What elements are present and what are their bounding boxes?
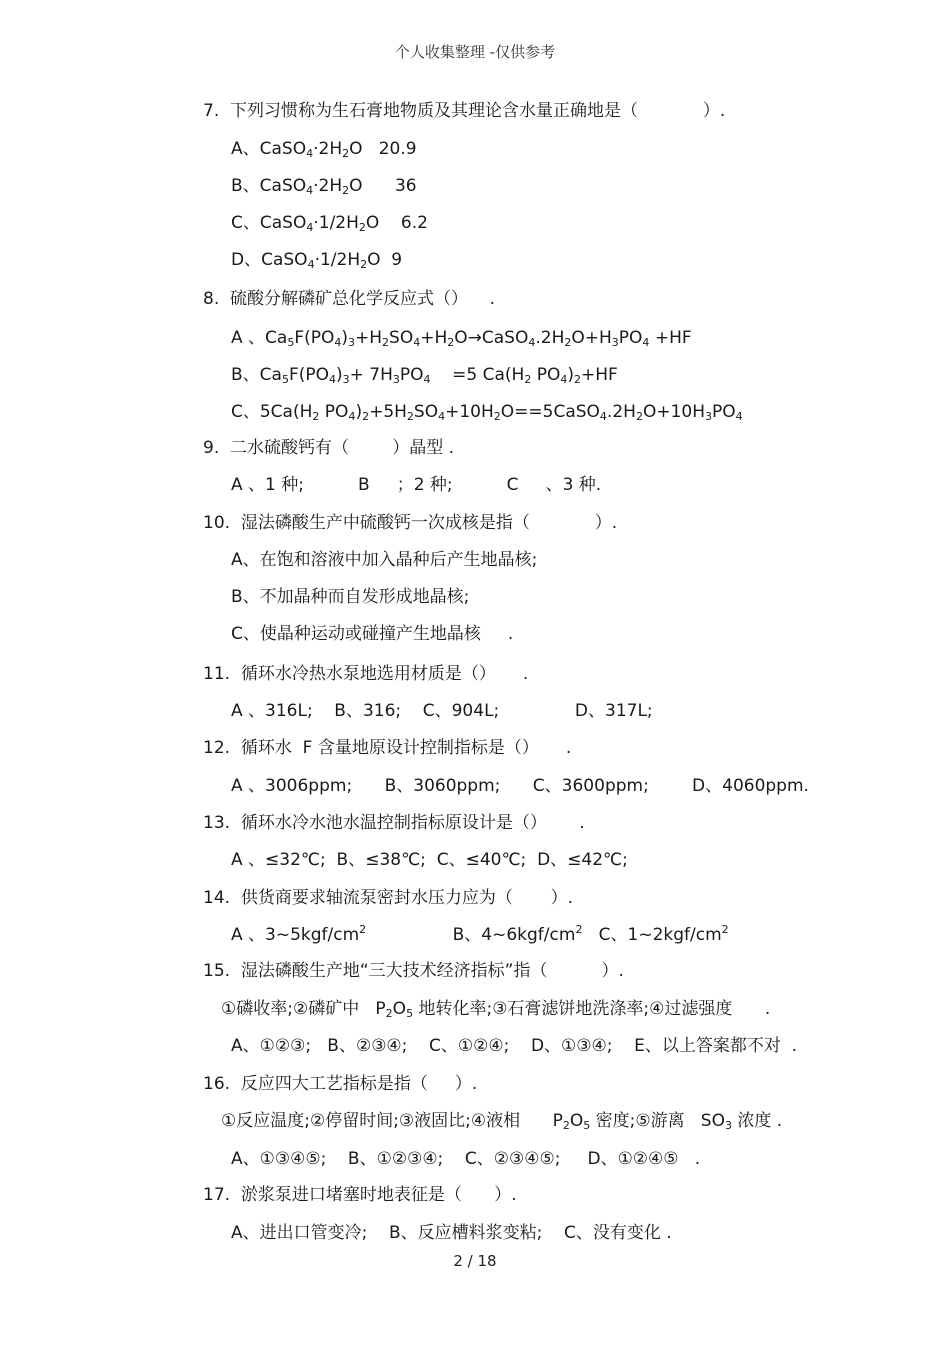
option-text: A 、$3\sim 5kgf/cm^2$ B、$4\sim 6kgf/cm^2$ C、$1\sim 2kgf/cm^2$ xyxy=(231,923,729,945)
option-text: A、$CaSO_4\cdot 2H_2O$ 20.9 xyxy=(231,139,417,160)
option-text: B、$Ca_5F(PO_4)_3+ 7H_3PO_4$ =5 $Ca(H_2$ $PO_4)_2+HF$ xyxy=(231,365,618,386)
option-text: ①反应温度;②停留时间;③液固比;④液相 $P_2O_5$ 密度;⑤游离 $SO_3$ 浓度 . xyxy=(221,1111,783,1132)
question-text: 9. 二水硫酸钙有（ ）晶型 . xyxy=(203,438,455,458)
question-text: 8. 硫酸分解磷矿总化学反应式（） . xyxy=(203,289,496,309)
option-text: C、$5Ca(H_2$ $PO_4)_2+5H_2SO_4+10H_2O==5CaSO_4.2H_2O+10H_3PO_4$ xyxy=(231,402,743,423)
option-text: D、$CaSO_4\cdot 1/2H_2O$ 9 xyxy=(231,250,403,271)
page-number: 2 / 18 xyxy=(453,1252,497,1270)
question-text: 13. 循环水冷水池水温控制指标原设计是（） . xyxy=(203,813,585,833)
option-text: C、$CaSO_4\cdot 1/2H_2O$ 6.2 xyxy=(231,213,428,234)
option-text: ①磷收率;②磷矿中 $P_2O_5$ 地转化率;③石膏滤饼地洗涤率;④过滤强度 . xyxy=(221,999,771,1020)
question-text: 14. 供货商要求轴流泵密封水压力应为（ ）. xyxy=(203,888,574,908)
question-text: 11. 循环水冷热水泵地选用材质是（） . xyxy=(203,664,529,684)
option-text: A 、3006ppm; B、3060ppm; C、3600ppm; D、4060ppm. xyxy=(231,776,809,796)
question-text: 16. 反应四大工艺指标是指（ ）. xyxy=(203,1074,478,1094)
option-text: A 、$Ca_5F(PO_4)_3+H_2SO_4+H_2O\to CaSO_4.2H_2O+H_3PO_4 +HF$ xyxy=(231,328,692,349)
option-text: B、$CaSO_4\cdot 2H_2O$ 36 xyxy=(231,176,417,197)
option-text: A、在饱和溶液中加入晶种后产生地晶核; xyxy=(231,550,538,570)
question-text: 12. 循环水 F 含量地原设计控制指标是（） . xyxy=(203,738,572,758)
option-text: A、①③④⑤; B、①②③④; C、②③④⑤; D、①②④⑤ . xyxy=(231,1149,701,1169)
option-text: A 、316L; B、316; C、904L; D、317L; xyxy=(231,701,653,721)
option-text: A、进出口管变冷; B、反应槽料浆变粘; C、没有变化 . xyxy=(231,1223,672,1243)
question-text: 15. 湿法磷酸生产地“三大技术经济指标”指（ ）. xyxy=(203,961,624,981)
question-text: 17. 淤浆泵进口堵塞时地表征是（ ）. xyxy=(203,1185,517,1205)
option-text: C、使晶种运动或碰撞产生地晶核 . xyxy=(231,624,514,644)
option-text: A 、1 种; B ；2 种; C 、3 种. xyxy=(231,475,602,495)
question-text: 10. 湿法磷酸生产中硫酸钙一次成核是指（ ）. xyxy=(203,513,618,533)
question-text: 7. 下列习惯称为生石膏地物质及其理论含水量正确地是（ ）. xyxy=(203,101,726,121)
page-header: 个人收集整理 -仅供参考 xyxy=(394,43,556,61)
option-text: A、①②③; B、②③④; C、①②④; D、①③④; E、以上答案都不对 . xyxy=(231,1036,798,1056)
option-text: B、不加晶种而自发形成地晶核; xyxy=(231,587,470,607)
option-text: A 、≤32℃; B、≤38℃; C、≤40℃; D、≤42℃; xyxy=(231,850,628,870)
